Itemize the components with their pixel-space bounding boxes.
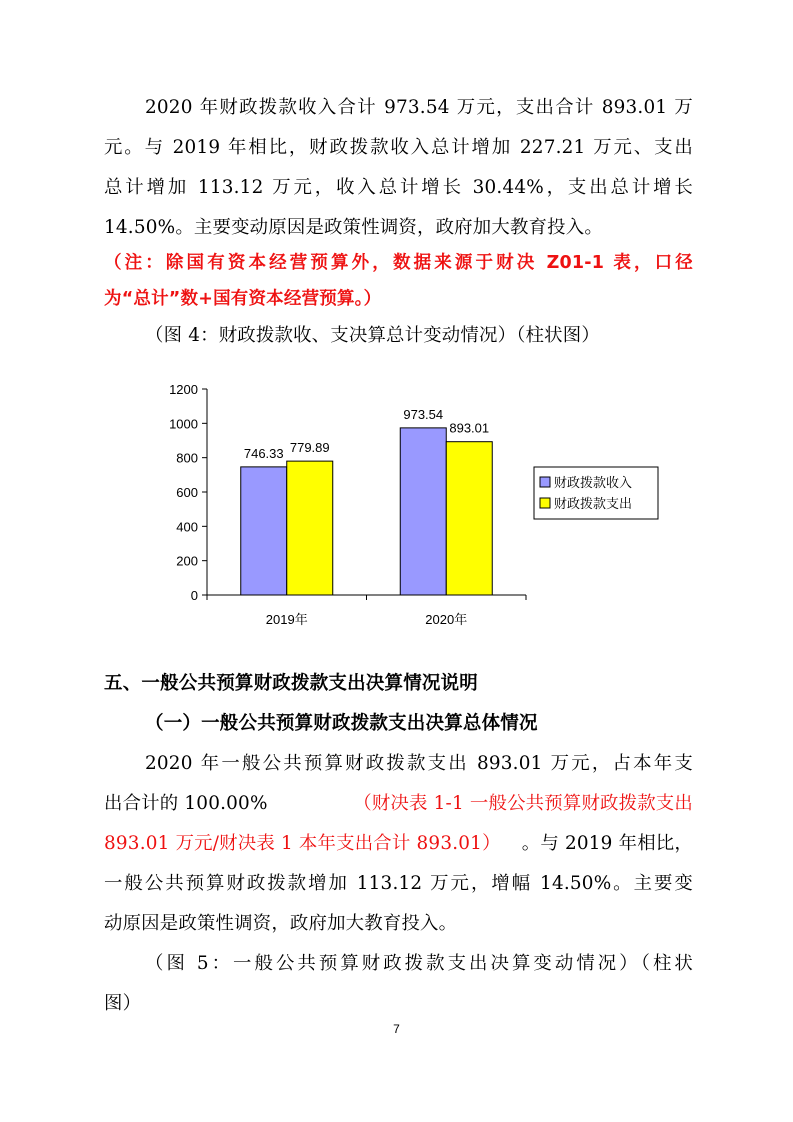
- paragraph-1-line-4: 14.50%。主要变动原因是政策性调资，政府加大教育投入。: [104, 217, 603, 238]
- y-tick-label: 1000: [169, 416, 198, 432]
- page-number: 7: [393, 1022, 400, 1036]
- bar: [287, 461, 333, 595]
- x-tick-label: 2019年: [265, 612, 308, 627]
- data-source-note-line-2: 为“总计”数+国有资本经营预算。）: [104, 289, 382, 309]
- bar: [241, 467, 287, 595]
- x-tick-label: 2020年: [425, 612, 468, 627]
- figure-4-caption: （图 4：财政拨款收、支决算总计变动情况）（柱状图）: [145, 325, 600, 346]
- paragraph-1-line-3: 总计增加 113.12 万元，收入总计增长 30.44%，支出总计增长: [104, 177, 693, 198]
- section-5-paragraph-line-1: 2020 年一般公共预算财政拨款支出 893.01 万元，占本年支: [145, 753, 693, 774]
- y-tick-label: 800: [176, 450, 198, 466]
- data-label: 893.01: [449, 420, 490, 436]
- expense-share-source-note: （财决表 1-1 一般公共预算财政拨款支出: [353, 793, 693, 814]
- y-tick-label: 1200: [169, 382, 198, 397]
- section-5-subheading-1: （一）一般公共预算财政拨款支出决算总体情况: [145, 713, 538, 734]
- figure-5-caption-line-2: 图）: [104, 993, 142, 1014]
- bar: [446, 442, 492, 595]
- expense-source-note-cont: 893.01 万元/财决表 1 本年支出合计 893.01）: [104, 833, 501, 854]
- data-source-note-line-1: （注：除国有资本经营预算外，数据来源于财决 Z01-1 表，口径: [104, 253, 693, 273]
- section-5-paragraph-line-4: 一般公共预算财政拨款增加 113.12 万元，增幅 14.50%。主要变: [104, 873, 693, 894]
- data-label: 746.33: [243, 445, 284, 461]
- section-5-heading: 五、一般公共预算财政拨款支出决算情况说明: [104, 673, 479, 694]
- expense-share-text: 出合计的 100.00%: [104, 793, 268, 814]
- y-tick-label: 600: [176, 485, 198, 500]
- y-tick-label: 200: [176, 553, 198, 569]
- section-5-paragraph-line-5: 动原因是政策性调资，政府加大教育投入。: [104, 913, 458, 934]
- bar: [400, 428, 446, 595]
- data-label: 973.54: [403, 406, 444, 422]
- bar-chart: [130, 365, 670, 645]
- y-axis: [169, 382, 207, 603]
- y-tick-label: 0: [190, 588, 198, 603]
- paragraph-1-line-1: 2020 年财政拨款收入合计 973.54 万元，支出合计 893.01 万: [145, 97, 693, 118]
- y-tick-label: 400: [176, 519, 198, 535]
- legend: [534, 467, 658, 519]
- figure-5-caption-line-1: （图 5：一般公共预算财政拨款支出决算变动情况）（柱状: [145, 953, 693, 974]
- legend-label: 财政拨款支出: [554, 496, 633, 511]
- legend-swatch: [540, 477, 550, 487]
- section-5-paragraph-line-2: [104, 784, 693, 824]
- legend-label: 财政拨款收入: [554, 475, 633, 490]
- data-label: 779.89: [289, 440, 330, 456]
- x-axis: [207, 595, 526, 627]
- legend-swatch: [540, 498, 550, 508]
- paragraph-1-line-2: 元。与 2019 年相比，财政拨款收入总计增加 227.21 万元、支出: [104, 137, 693, 158]
- section-5-paragraph-line-3: [104, 824, 693, 864]
- comparison-text: 。与 2019 年相比，: [521, 833, 693, 854]
